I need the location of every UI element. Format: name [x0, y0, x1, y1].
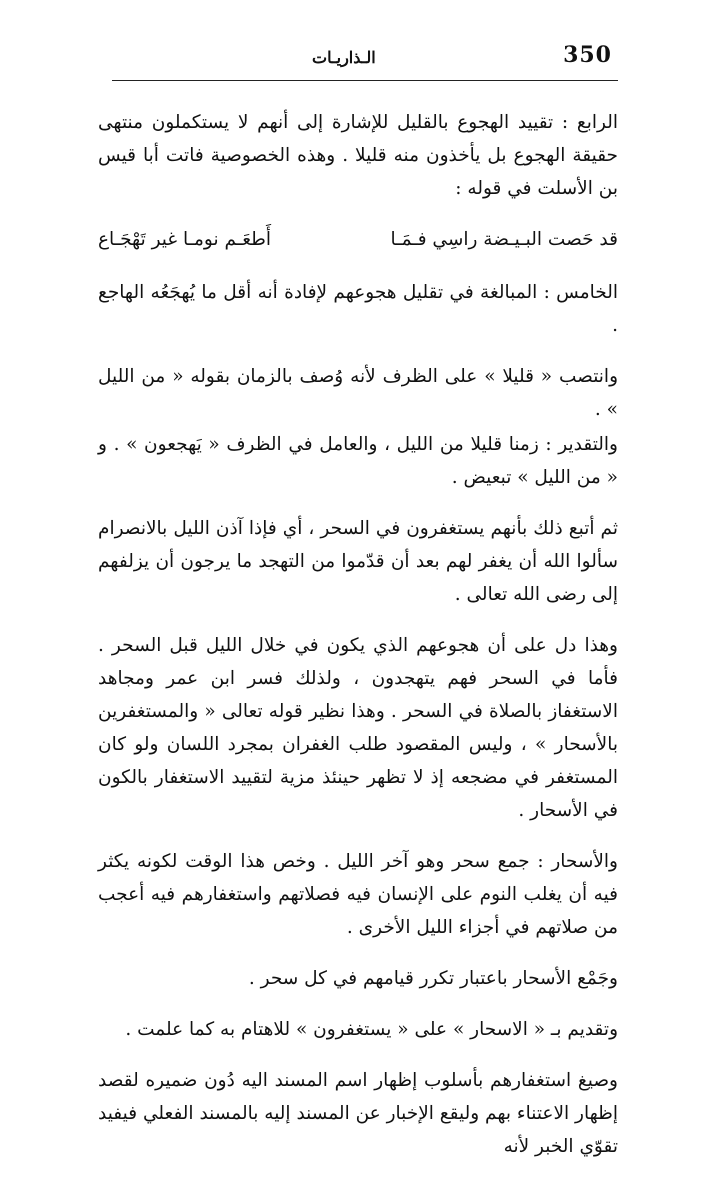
paragraph: ثم أتبع ذلك بأنهم يستغفرون في السحر ، أي فإذا آذن الليل بالانصرام سألوا الله أن يغفر لهم بعد أن قدّموا من التهجد ما يرجون أن يزلفهم إلى رضى الله تعالى .: [98, 518, 618, 605]
paragraph: وتقديم بـ « الاسحار » على « يستغفرون » للاهتام به كما علمت .: [125, 1019, 618, 1040]
running-title: الـذاريـات: [312, 48, 376, 67]
paragraph: وانتصب « قليلا » على الظرف لأنه وُصف بالزمان بقوله « من الليل » .: [98, 366, 618, 420]
page-header: [112, 36, 618, 81]
verse-first-hemistich: قد حَصت البـيـضة راسِي فـمَـا: [390, 229, 618, 250]
paragraph: وهذا دل على أن هجوعهم الذي يكون في خلال الليل قبل السحر . فأما في السحر فهم يتهجدون ، ولذلك فسر ابن عمر ومجاهد الاستغفاز بالصلاة في السحر . وهذا نظير قوله تعالى « والمستغفرين بالأسحار » ، وليس المقصود طلب الغفران بمجرد اللسان ولو كان المستغفر في مضجعه إذ لا تظهر حينئذ مزية لتقييد الاستغفار بالكون في الأسحار .: [98, 635, 618, 821]
paragraph: الرابع : تقييد الهجوع بالقليل للإشارة إلى أنهم لا يستكملون منتهى حقيقة الهجوع بل يأخذون منه قليلا . وهذه الخصوصية فاتت أبا قيس بن الأسلت في قوله :: [98, 112, 618, 199]
poetry-verse: [98, 223, 618, 256]
paragraph: وجَمْع الأسحار باعتبار تكرر قيامهم في كل سحر .: [248, 968, 618, 989]
verse-second-hemistich: أَطعَـم نومـا غير تَهْجَـاع: [98, 229, 272, 250]
paragraph: والتقدير : زمنا قليلا من الليل ، والعامل في الظرف « يَهجعون » . و « من الليل » تبعيض .: [98, 434, 618, 488]
paragraph: وصيغ استغفارهم بأسلوب إظهار اسم المسند اليه دُون ضميره لقصد إظهار الاعتناء بهم وليقع الإخبار عن المسند إليه بالمسند الفعلي فيفيد تقوّي الخبر لأنه: [98, 1070, 618, 1157]
page-body: [98, 106, 618, 1181]
page-number: 350: [563, 42, 612, 68]
paragraph: والأسحار : جمع سحر وهو آخر الليل . وخص هذا الوقت لكونه يكثر فيه أن يغلب النوم على الإنسان فيه فصلاتهم واستغفارهم فيه أعجب من صلاتهم في أجزاء الليل الأخرى .: [98, 851, 618, 938]
paragraph: الخامس : المبالغة في تقليل هجوعهم لإفادة أنه أقل ما يُهجَعُه الهاجع .: [98, 282, 618, 336]
